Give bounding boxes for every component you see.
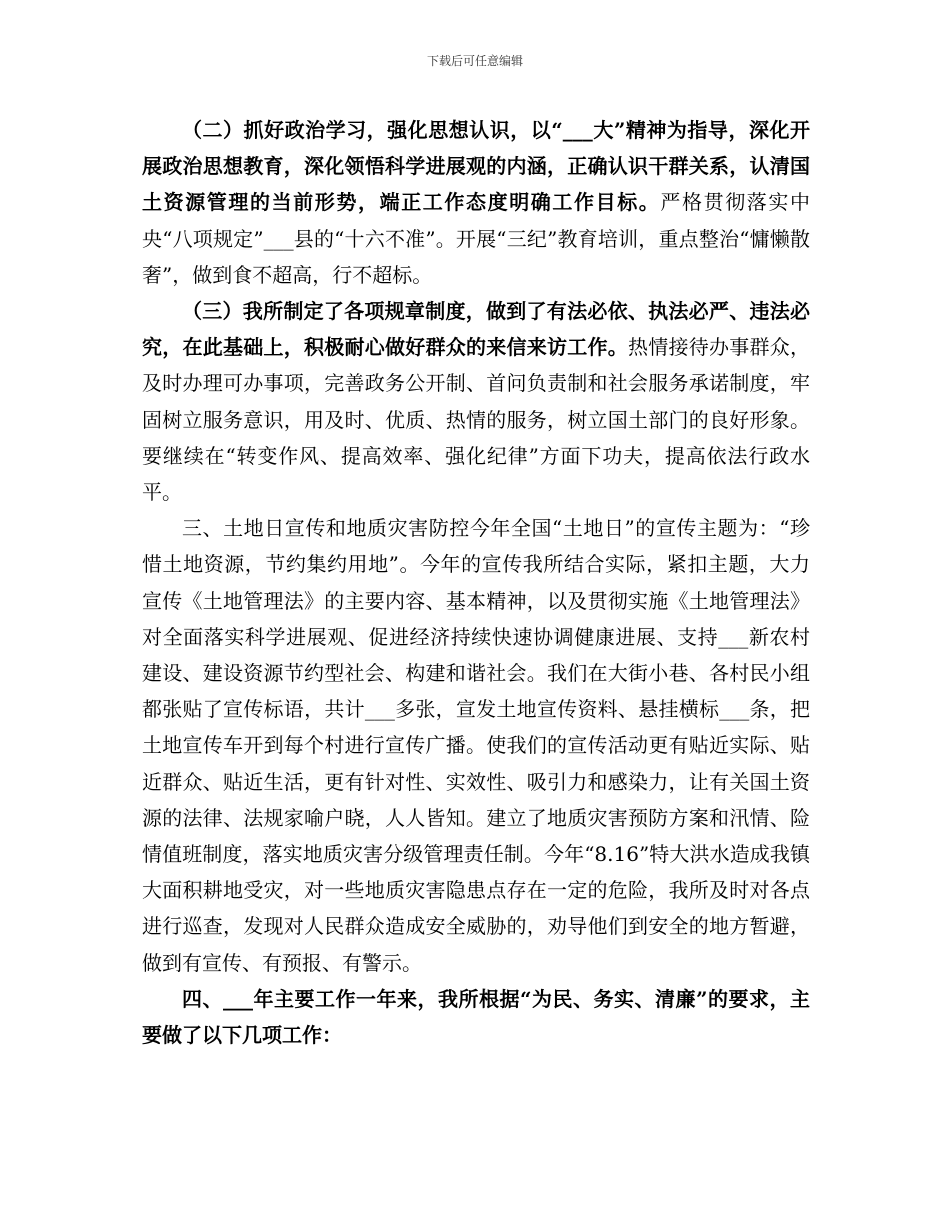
paragraph-political-study — [142, 112, 810, 293]
paragraph-text: 热情接待办事群众，及时办理可办事项，完善政务公开制、首问负责制和社会服务承诺制度，牢固树立服务意识，用及时、优质、热情的服务，树立国土部门的良好形象。要继续在“转变作风、提高效率、强化纪律”方面下功夫，提高依法行政水平。 — [142, 335, 810, 505]
paragraph-rules-system — [142, 293, 810, 510]
paragraph-bold-text: （三）我所制定了各项规章制度，做到了有法必依、执法必严、违法必究，在此基础上，积极耐心做好群众的来信来访工作。 — [142, 299, 810, 360]
document-body — [142, 112, 810, 1053]
page-header: 下载后可任意编辑 — [426, 54, 523, 68]
paragraph-bold-text: 四、___年主要工作一年来，我所根据“为民、务实、清廉”的要求，主要做了以下几项工作： — [142, 986, 810, 1048]
paragraph-text: 严格贯彻落实中央“八项规定”___县的“十六不准”。开展“三纪”教育培训，重点整治“慵懒散奢”，做到食不超高，行不超标。 — [142, 190, 811, 287]
paragraph-bold-text: （二）抓好政治学习，强化思想认识，以“___大”精神为指导，深化开展政治思想教育，深化领悟科学进展观的内涵，正确认识干群关系，认清国土资源管理的当前形势，端正工作态度明确工作目标。 — [142, 118, 810, 215]
paragraph-text: 三、土地日宣传和地质灾害防控今年全国“土地日”的宣传主题为：“珍惜土地资源，节约集约用地”。今年的宣传我所结合实际，紧扣主题，大力宣传《土地管理法》的主要内容、基本精神，以及贯彻实施《土地管理法》对全面落实科学进展观、促进经济持续快速协调健康进展、支持___新农村建设、建设资源节约型社会、构建和谐社会。我们在大街小巷、各村民小组都张贴了宣传标语，共计___多张，宣发土地宣传资料、悬挂横标___条，把土地宣传车开到每个村进行宣传广播。使我们的宣传活动更有贴近实际、贴近群众、贴近生活，更有针对性、实效性、吸引力和感染力，让有关国土资源的法律、法规家喻户晓，人人皆知。建立了地质灾害预防方案和汛情、险情值班制度，落实地质灾害分级管理责任制。今年“8.16”特大洪水造成我镇大面积耕地受灾，对一些地质灾害隐患点存在一定的危险，我所及时对各点进行巡查，发现对人民群众造成安全威胁的，劝导他们到安全的地方暂避，做到有宣传、有预报、有警示。 — [142, 516, 810, 975]
paragraph-land-day — [142, 510, 810, 981]
paragraph-main-work — [142, 981, 810, 1053]
